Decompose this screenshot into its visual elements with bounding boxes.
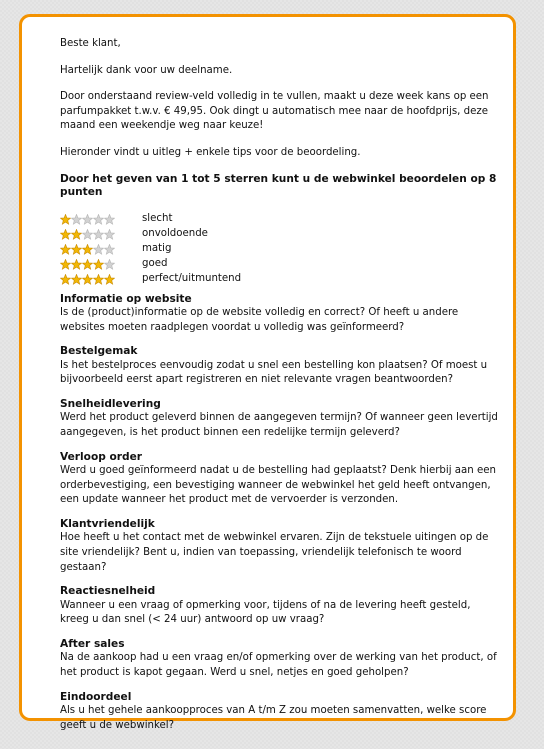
star-empty-icon [93,244,104,255]
section-text: Is het bestelproces eenvoudig zodat u snel een bestelling kon plaatsen? Of moest u bijvoorbeeld eerst apart registreren en niet relevante vragen beantwoorden? [60,359,488,386]
star-filled-icon [93,274,104,285]
star-empty-icon [71,214,82,225]
star-filled-icon [71,244,82,255]
rating-row [60,257,500,272]
section-title: After sales [60,637,125,650]
rating-label: slecht [142,212,173,224]
star-filled-icon [104,274,115,285]
star-filled-icon [60,274,71,285]
rating-row [60,242,500,257]
section-title: Verloop order [60,450,142,463]
star-rating-4 [60,259,142,270]
star-filled-icon [60,229,71,240]
star-filled-icon [71,274,82,285]
rating-heading: Door het geven van 1 tot 5 sterren kunt u de webwinkel beoordelen op 8 punten [60,172,497,199]
section-text: Werd u goed geïnformeerd nadat u de bestelling had geplaatst? Denk hierbij aan een orderbevestiging, een bevestiging wanneer de webwinkel het geld heeft ontvangen, een update wanneer het product met de vervoerder is verzonden. [60,465,496,506]
tips-text: Hieronder vindt u uitleg + enkele tips voor de beoordeling. [60,146,361,158]
greeting: Beste klant, [60,38,121,49]
star-filled-icon [71,229,82,240]
section-verloop-order [60,451,500,508]
section-title: Snelheidlevering [60,397,161,410]
section-title: Reactiesnelheid [60,585,156,598]
star-rating-1 [60,214,142,225]
star-rating-2 [60,229,142,240]
star-filled-icon [60,259,71,270]
star-filled-icon [82,244,93,255]
intro-text: Door onderstaand review-veld volledig in te vullen, maakt u deze week kans op een parfumpakket t.w.v. € 49,95. Ook dingt u automatisch mee naar de hoofdprijs, deze maand een weekendje weg naar keuze! [60,91,489,132]
section-text: Als u het gehele aankoopproces van A t/m Z zou moeten samenvatten, welke score geeft u de webwinkel? [60,705,487,731]
review-info-card [19,14,516,731]
section-text: Wanneer u een vraag of opmerking voor, tijdens of na de levering heeft gesteld, kreeg u dan snel (< 24 uur) antwoord op uw vraag? [60,599,471,626]
star-rating-3 [60,244,142,255]
section-text: Is de (product)informatie op de website volledig en correct? Of heeft u andere websites moeten raadplegen voordat u volledig was geïnformeerd? [60,307,459,333]
thanks-text: Hartelijk dank voor uw deelname. [60,64,233,76]
star-filled-icon [71,259,82,270]
star-empty-icon [82,229,93,240]
rating-legend [60,212,500,287]
rating-label: perfect/uitmuntend [142,272,242,284]
section-snelheidlevering [60,398,500,441]
section-reactiesnelheid [60,585,500,628]
star-rating-5 [60,274,142,285]
star-empty-icon [104,214,115,225]
section-title: Klantvriendelijk [60,517,155,530]
star-empty-icon [82,214,93,225]
rating-row [60,272,500,287]
section-bestelgemak [60,345,500,388]
section-text: Werd het product geleverd binnen de aangegeven termijn? Of wanneer geen levertijd aangegeven, is het product binnen een redelijke termijn geleverd? [60,412,498,439]
section-text: Hoe heeft u het contact met de webwinkel ervaren. Zijn de tekstuele uitingen op de site vriendelijk? Bent u, indien van toepassing, vriendelijk telefonisch te woord gestaan? [60,532,489,573]
star-empty-icon [104,259,115,270]
star-filled-icon [82,274,93,285]
rating-row [60,227,500,242]
rating-label: matig [142,242,172,254]
section-informatie-op-website [60,293,500,336]
star-empty-icon [93,214,104,225]
star-filled-icon [60,214,71,225]
section-text: Na de aankoop had u een vraag en/of opmerking over de werking van het product, of het product is kapot gegaan. Werd u snel, netjes en goed geholpen? [60,652,497,678]
section-title: Bestelgemak [60,345,138,358]
section-title: Eindoordeel [60,690,132,703]
section-eindoordeel [60,691,500,734]
star-filled-icon [60,244,71,255]
section-after-sales [60,638,500,681]
star-empty-icon [93,229,104,240]
star-empty-icon [104,229,115,240]
section-title: Informatie op website [60,292,192,305]
card-content [60,37,500,743]
rating-label: goed [142,257,168,269]
star-filled-icon [93,259,104,270]
section-klantvriendelijk [60,518,500,575]
star-empty-icon [104,244,115,255]
rating-label: onvoldoende [142,227,208,239]
star-filled-icon [82,259,93,270]
rating-row [60,212,500,227]
